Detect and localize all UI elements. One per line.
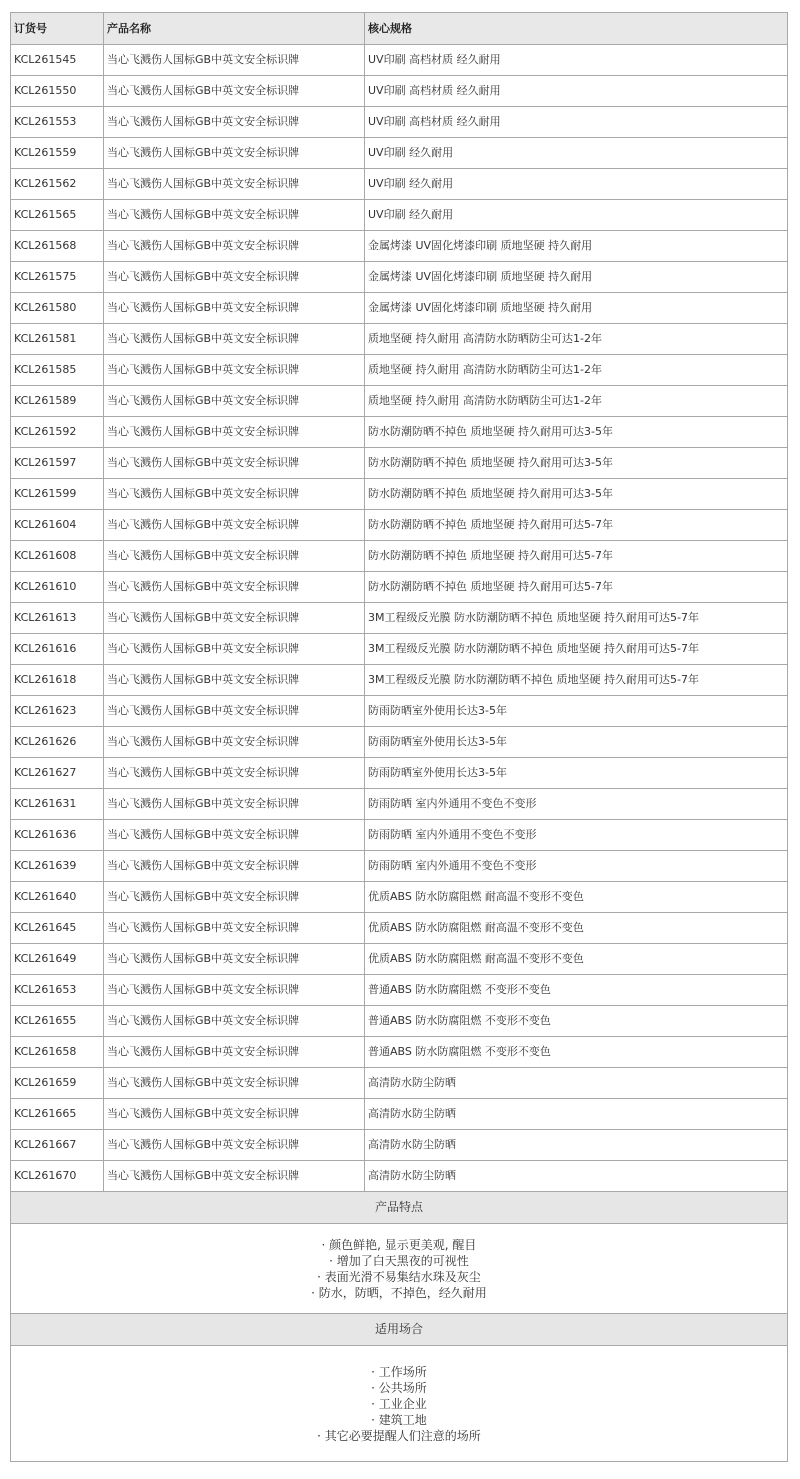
cell-code: KCL261645 <box>11 913 104 944</box>
table-row <box>11 727 788 758</box>
table-row <box>11 169 788 200</box>
cell-code: KCL261604 <box>11 510 104 541</box>
cell-name: 当心飞溅伤人国标GB中英文安全标识牌 <box>104 200 365 231</box>
cell-spec: 质地坚硬 持久耐用 高清防水防晒防尘可达1-2年 <box>365 386 788 417</box>
table-header-row <box>11 13 788 45</box>
table-row <box>11 138 788 169</box>
table-body <box>11 45 788 1192</box>
cell-spec: 防雨防晒室外使用长达3-5年 <box>365 727 788 758</box>
cell-code: KCL261597 <box>11 448 104 479</box>
table-row <box>11 510 788 541</box>
cell-spec: 防雨防晒 室内外通用不变色不变形 <box>365 789 788 820</box>
table-row <box>11 882 788 913</box>
cell-name: 当心飞溅伤人国标GB中英文安全标识牌 <box>104 820 365 851</box>
cell-spec: 3M工程级反光膜 防水防潮防晒不掉色 质地坚硬 持久耐用可达5-7年 <box>365 634 788 665</box>
cell-spec: 优质ABS 防水防腐阻燃 耐高温不变形不变色 <box>365 944 788 975</box>
table-row <box>11 1006 788 1037</box>
place-item: · 公共场所 <box>371 1380 427 1395</box>
cell-name: 当心飞溅伤人国标GB中英文安全标识牌 <box>104 696 365 727</box>
places-title: 适用场合 <box>11 1314 788 1346</box>
cell-name: 当心飞溅伤人国标GB中英文安全标识牌 <box>104 789 365 820</box>
cell-spec: 高清防水防尘防晒 <box>365 1068 788 1099</box>
cell-code: KCL261610 <box>11 572 104 603</box>
feature-item: · 颜色鲜艳, 显示更美观, 醒目 <box>321 1237 477 1252</box>
table-row <box>11 541 788 572</box>
cell-spec: 高清防水防尘防晒 <box>365 1099 788 1130</box>
table-row <box>11 603 788 634</box>
cell-name: 当心飞溅伤人国标GB中英文安全标识牌 <box>104 138 365 169</box>
cell-code: KCL261575 <box>11 262 104 293</box>
cell-spec: 防雨防晒 室内外通用不变色不变形 <box>365 820 788 851</box>
cell-code: KCL261658 <box>11 1037 104 1068</box>
table-row <box>11 262 788 293</box>
cell-spec: UV印刷 经久耐用 <box>365 169 788 200</box>
cell-code: KCL261559 <box>11 138 104 169</box>
header-core-spec: 核心规格 <box>365 13 788 45</box>
cell-code: KCL261670 <box>11 1161 104 1192</box>
cell-code: KCL261626 <box>11 727 104 758</box>
cell-spec: 优质ABS 防水防腐阻燃 耐高温不变形不变色 <box>365 913 788 944</box>
cell-code: KCL261592 <box>11 417 104 448</box>
cell-name: 当心飞溅伤人国标GB中英文安全标识牌 <box>104 634 365 665</box>
features-body-row <box>11 1224 788 1314</box>
cell-name: 当心飞溅伤人国标GB中英文安全标识牌 <box>104 231 365 262</box>
cell-code: KCL261562 <box>11 169 104 200</box>
table-row <box>11 448 788 479</box>
cell-name: 当心飞溅伤人国标GB中英文安全标识牌 <box>104 944 365 975</box>
cell-name: 当心飞溅伤人国标GB中英文安全标识牌 <box>104 572 365 603</box>
cell-name: 当心飞溅伤人国标GB中英文安全标识牌 <box>104 293 365 324</box>
table-row <box>11 913 788 944</box>
cell-code: KCL261568 <box>11 231 104 262</box>
cell-name: 当心飞溅伤人国标GB中英文安全标识牌 <box>104 913 365 944</box>
cell-spec: 3M工程级反光膜 防水防潮防晒不掉色 质地坚硬 持久耐用可达5-7年 <box>365 603 788 634</box>
table-row <box>11 293 788 324</box>
feature-item: · 增加了白天黑夜的可视性 <box>329 1253 469 1268</box>
cell-code: KCL261649 <box>11 944 104 975</box>
cell-code: KCL261581 <box>11 324 104 355</box>
place-item: · 其它必要提醒人们注意的场所 <box>317 1428 481 1443</box>
cell-name: 当心飞溅伤人国标GB中英文安全标识牌 <box>104 727 365 758</box>
cell-spec: 防水防潮防晒不掉色 质地坚硬 持久耐用可达5-7年 <box>365 572 788 603</box>
product-table <box>10 12 788 1462</box>
cell-name: 当心飞溅伤人国标GB中英文安全标识牌 <box>104 76 365 107</box>
table-row <box>11 231 788 262</box>
cell-spec: UV印刷 经久耐用 <box>365 200 788 231</box>
table-row <box>11 696 788 727</box>
header-order-code: 订货号 <box>11 13 104 45</box>
cell-spec: 防水防潮防晒不掉色 质地坚硬 持久耐用可达3-5年 <box>365 479 788 510</box>
cell-spec: UV印刷 高档材质 经久耐用 <box>365 76 788 107</box>
place-item: · 建筑工地 <box>371 1412 427 1427</box>
cell-spec: UV印刷 高档材质 经久耐用 <box>365 45 788 76</box>
cell-name: 当心飞溅伤人国标GB中英文安全标识牌 <box>104 1037 365 1068</box>
table-row <box>11 851 788 882</box>
cell-code: KCL261665 <box>11 1099 104 1130</box>
table-row <box>11 789 788 820</box>
cell-spec: 3M工程级反光膜 防水防潮防晒不掉色 质地坚硬 持久耐用可达5-7年 <box>365 665 788 696</box>
cell-code: KCL261613 <box>11 603 104 634</box>
cell-name: 当心飞溅伤人国标GB中英文安全标识牌 <box>104 1130 365 1161</box>
cell-code: KCL261565 <box>11 200 104 231</box>
cell-code: KCL261655 <box>11 1006 104 1037</box>
cell-code: KCL261640 <box>11 882 104 913</box>
table-row <box>11 386 788 417</box>
cell-code: KCL261550 <box>11 76 104 107</box>
cell-name: 当心飞溅伤人国标GB中英文安全标识牌 <box>104 851 365 882</box>
table-row <box>11 45 788 76</box>
cell-code: KCL261599 <box>11 479 104 510</box>
cell-spec: 防水防潮防晒不掉色 质地坚硬 持久耐用可达5-7年 <box>365 510 788 541</box>
table-row <box>11 1099 788 1130</box>
cell-name: 当心飞溅伤人国标GB中英文安全标识牌 <box>104 169 365 200</box>
cell-spec: 防水防潮防晒不掉色 质地坚硬 持久耐用可达3-5年 <box>365 448 788 479</box>
cell-name: 当心飞溅伤人国标GB中英文安全标识牌 <box>104 758 365 789</box>
cell-code: KCL261585 <box>11 355 104 386</box>
cell-spec: 防水防潮防晒不掉色 质地坚硬 持久耐用可达3-5年 <box>365 417 788 448</box>
cell-name: 当心飞溅伤人国标GB中英文安全标识牌 <box>104 448 365 479</box>
cell-name: 当心飞溅伤人国标GB中英文安全标识牌 <box>104 1006 365 1037</box>
table-row <box>11 107 788 138</box>
cell-spec: 防雨防晒 室内外通用不变色不变形 <box>365 851 788 882</box>
cell-spec: 高清防水防尘防晒 <box>365 1161 788 1192</box>
table-row <box>11 1130 788 1161</box>
cell-name: 当心飞溅伤人国标GB中英文安全标识牌 <box>104 479 365 510</box>
spec-sheet <box>10 12 787 1462</box>
cell-spec: 防水防潮防晒不掉色 质地坚硬 持久耐用可达5-7年 <box>365 541 788 572</box>
table-row <box>11 820 788 851</box>
places-body-row <box>11 1346 788 1462</box>
table-row <box>11 479 788 510</box>
cell-spec: 普通ABS 防水防腐阻燃 不变形不变色 <box>365 975 788 1006</box>
cell-spec: 质地坚硬 持久耐用 高清防水防晒防尘可达1-2年 <box>365 355 788 386</box>
header-product-name: 产品名称 <box>104 13 365 45</box>
table-row <box>11 200 788 231</box>
cell-spec: 优质ABS 防水防腐阻燃 耐高温不变形不变色 <box>365 882 788 913</box>
cell-spec: 普通ABS 防水防腐阻燃 不变形不变色 <box>365 1037 788 1068</box>
place-item: · 工业企业 <box>371 1396 427 1411</box>
table-row <box>11 324 788 355</box>
cell-code: KCL261627 <box>11 758 104 789</box>
cell-code: KCL261553 <box>11 107 104 138</box>
cell-name: 当心飞溅伤人国标GB中英文安全标识牌 <box>104 45 365 76</box>
cell-code: KCL261639 <box>11 851 104 882</box>
cell-spec: UV印刷 经久耐用 <box>365 138 788 169</box>
cell-name: 当心飞溅伤人国标GB中英文安全标识牌 <box>104 1161 365 1192</box>
cell-name: 当心飞溅伤人国标GB中英文安全标识牌 <box>104 324 365 355</box>
cell-code: KCL261667 <box>11 1130 104 1161</box>
cell-spec: 金属烤漆 UV固化烤漆印刷 质地坚硬 持久耐用 <box>365 293 788 324</box>
cell-spec: 防雨防晒室外使用长达3-5年 <box>365 696 788 727</box>
cell-code: KCL261659 <box>11 1068 104 1099</box>
features-title: 产品特点 <box>11 1192 788 1224</box>
cell-name: 当心飞溅伤人国标GB中英文安全标识牌 <box>104 975 365 1006</box>
cell-name: 当心飞溅伤人国标GB中英文安全标识牌 <box>104 541 365 572</box>
table-row <box>11 634 788 665</box>
cell-code: KCL261631 <box>11 789 104 820</box>
table-row <box>11 975 788 1006</box>
cell-code: KCL261623 <box>11 696 104 727</box>
table-row <box>11 758 788 789</box>
cell-name: 当心飞溅伤人国标GB中英文安全标识牌 <box>104 417 365 448</box>
table-row <box>11 1161 788 1192</box>
cell-code: KCL261636 <box>11 820 104 851</box>
places-list <box>11 1346 788 1462</box>
cell-name: 当心飞溅伤人国标GB中英文安全标识牌 <box>104 355 365 386</box>
cell-name: 当心飞溅伤人国标GB中英文安全标识牌 <box>104 882 365 913</box>
table-row <box>11 1037 788 1068</box>
cell-code: KCL261580 <box>11 293 104 324</box>
cell-name: 当心飞溅伤人国标GB中英文安全标识牌 <box>104 510 365 541</box>
cell-code: KCL261618 <box>11 665 104 696</box>
table-row <box>11 944 788 975</box>
place-item: · 工作场所 <box>371 1364 427 1379</box>
features-header-row <box>11 1192 788 1224</box>
cell-name: 当心飞溅伤人国标GB中英文安全标识牌 <box>104 665 365 696</box>
cell-code: KCL261589 <box>11 386 104 417</box>
table-row <box>11 1068 788 1099</box>
cell-name: 当心飞溅伤人国标GB中英文安全标识牌 <box>104 1068 365 1099</box>
cell-name: 当心飞溅伤人国标GB中英文安全标识牌 <box>104 603 365 634</box>
cell-spec: 普通ABS 防水防腐阻燃 不变形不变色 <box>365 1006 788 1037</box>
cell-code: KCL261653 <box>11 975 104 1006</box>
cell-spec: 质地坚硬 持久耐用 高清防水防晒防尘可达1-2年 <box>365 324 788 355</box>
places-header-row <box>11 1314 788 1346</box>
cell-name: 当心飞溅伤人国标GB中英文安全标识牌 <box>104 262 365 293</box>
feature-item: · 防水，防晒，不掉色，经久耐用 <box>311 1285 487 1300</box>
table-row <box>11 665 788 696</box>
cell-spec: 金属烤漆 UV固化烤漆印刷 质地坚硬 持久耐用 <box>365 231 788 262</box>
cell-code: KCL261545 <box>11 45 104 76</box>
cell-code: KCL261608 <box>11 541 104 572</box>
cell-spec: 金属烤漆 UV固化烤漆印刷 质地坚硬 持久耐用 <box>365 262 788 293</box>
cell-code: KCL261616 <box>11 634 104 665</box>
cell-name: 当心飞溅伤人国标GB中英文安全标识牌 <box>104 1099 365 1130</box>
feature-item: · 表面光滑不易集结水珠及灰尘 <box>317 1269 481 1284</box>
table-row <box>11 76 788 107</box>
table-row <box>11 355 788 386</box>
table-row <box>11 572 788 603</box>
cell-spec: 防雨防晒室外使用长达3-5年 <box>365 758 788 789</box>
cell-spec: UV印刷 高档材质 经久耐用 <box>365 107 788 138</box>
features-list <box>11 1224 788 1314</box>
table-row <box>11 417 788 448</box>
cell-spec: 高清防水防尘防晒 <box>365 1130 788 1161</box>
cell-name: 当心飞溅伤人国标GB中英文安全标识牌 <box>104 107 365 138</box>
cell-name: 当心飞溅伤人国标GB中英文安全标识牌 <box>104 386 365 417</box>
